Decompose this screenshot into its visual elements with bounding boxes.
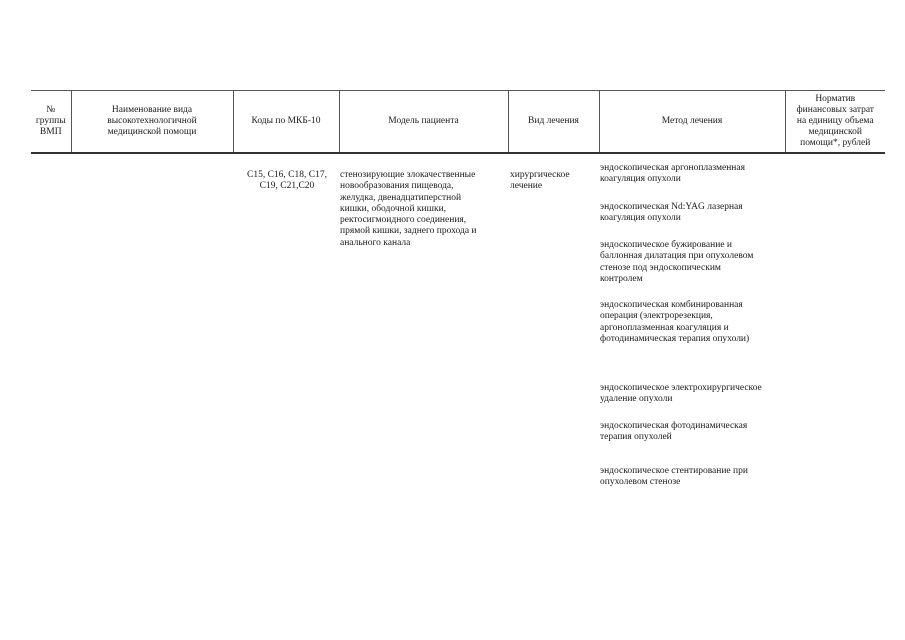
header-icd-codes: Коды по МКБ-10 — [233, 91, 339, 154]
header-treatment-method: Метод лечения — [599, 91, 785, 154]
header-group-number: № группы ВМП — [31, 91, 71, 154]
cell-patient-model: стенозирующие злокачественные новообразования пищевода, желудка, двенадцатиперстной кишки, ободочной кишки, ректосигмоидного соединения, прямой кишки, заднего прохода и анального канала — [340, 170, 477, 248]
header-care-type-name: Наименование вида высокотехнологичной медицинской помощи — [71, 91, 233, 154]
method-item: эндоскопическая Nd:YAG лазерная коагуляция опухоли — [600, 202, 743, 224]
table-header — [31, 90, 885, 154]
method-item: эндоскопическая комбинированная операция (электрорезекция, аргоноплазменная коагуляция и фотодинамическая терапия опухоли) — [600, 300, 750, 344]
cell-treatment-type: хирургическое лечение — [510, 170, 570, 192]
method-item: эндоскопическое электрохирургическое удаление опухоли — [600, 383, 762, 405]
method-item: эндоскопическое бужирование и баллонная дилатация при опухолевом стенозе под эндоскопическим контролем — [600, 240, 754, 284]
method-item: эндоскопическая аргоноплазменная коагуляция опухоли — [600, 163, 745, 185]
header-treatment-type: Вид лечения — [508, 91, 599, 154]
method-item: эндоскопическая фотодинамическая терапия опухолей — [600, 421, 748, 443]
method-item: эндоскопическое стентирование при опухолевом стенозе — [600, 466, 748, 488]
cell-icd-codes: C15, C16, C18, C17, C19, C21,C20 — [247, 170, 327, 192]
header-patient-model: Модель пациента — [339, 91, 508, 154]
header-cost-standard: Норматив финансовых затрат на единицу объема медицинской помощи*, рублей — [785, 91, 885, 154]
